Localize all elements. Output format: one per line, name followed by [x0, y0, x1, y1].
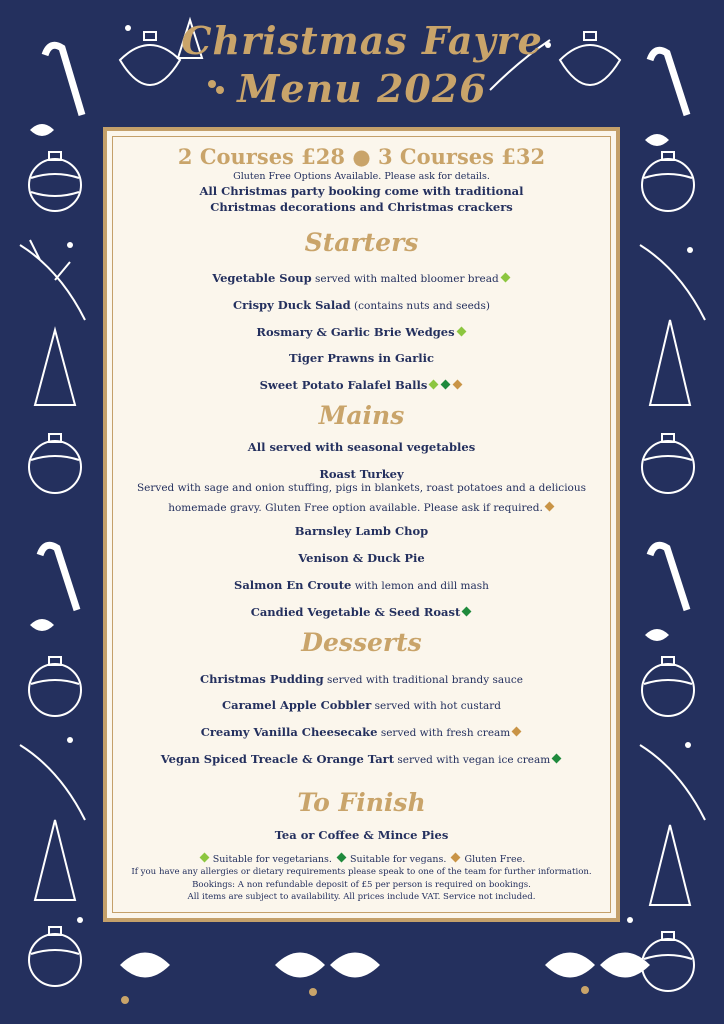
- holly-icon: [330, 953, 380, 978]
- mains-note: All served with seasonal vegetables: [247, 440, 476, 454]
- candy-cane-icon: [650, 545, 687, 610]
- menu-item: [107, 267, 616, 286]
- booking-note: Bookings: A non refundable deposit of £5 per person is required on bookings.: [192, 880, 531, 890]
- gluten-free-icon: [544, 502, 554, 512]
- item-name: Candied Vegetable & Seed Roast: [250, 605, 461, 619]
- bauble-icon: [29, 152, 81, 211]
- item-name: Christmas Pudding: [200, 672, 324, 686]
- menu-item: [107, 520, 616, 539]
- pricing-line: 2 Courses £28 ● 3 Courses £32: [177, 144, 546, 169]
- star-icon: [67, 242, 73, 248]
- menu-item: [107, 321, 616, 340]
- vegetarian-icon: [500, 273, 510, 283]
- vegetarian-icon: [456, 327, 466, 337]
- gluten-free-icon: [453, 380, 463, 390]
- item-name: Sweet Potato Falafel Balls: [259, 378, 428, 392]
- branch-icon: [640, 245, 705, 320]
- bauble-icon: [642, 434, 694, 493]
- tree-icon: [35, 330, 75, 405]
- item-desc: served with hot custard: [371, 700, 502, 712]
- menu-title-line2: Menu 2026: [237, 66, 487, 111]
- party-line-2: Christmas decorations and Christmas crackers: [210, 200, 513, 214]
- item-name: Tiger Prawns in Garlic: [288, 351, 435, 365]
- legend-gf: Gluten Free.: [461, 854, 526, 865]
- item-name: Creamy Vanilla Cheesecake: [200, 725, 378, 739]
- branch-icon: [640, 745, 705, 820]
- dietary-legend: [107, 854, 616, 865]
- availability-note: All items are subject to availability. All prices include VAT. Service not included.: [187, 892, 536, 902]
- item-name: Vegetable Soup: [212, 271, 312, 285]
- finish-heading: To Finish: [297, 788, 426, 817]
- berry-icon: [309, 988, 317, 996]
- roast-turkey-desc-1: Served with sage and onion stuffing, pigs in blankets, roast potatoes and a delicious: [136, 482, 587, 494]
- menu-item: [107, 721, 616, 740]
- desserts-heading: Desserts: [301, 628, 422, 657]
- vegan-icon: [552, 754, 562, 764]
- starters-heading: Starters: [304, 228, 419, 257]
- menu-item: [107, 748, 616, 767]
- bauble-icon: [29, 927, 81, 986]
- bauble-icon: [642, 152, 694, 211]
- vegan-icon: [462, 607, 472, 617]
- item-desc: served with vegan ice cream: [394, 754, 551, 766]
- holly-icon: [645, 629, 669, 641]
- star-icon: [687, 247, 693, 253]
- mains-heading: Mains: [318, 401, 405, 430]
- item-desc: (contains nuts and seeds): [350, 300, 491, 312]
- branch-icon: [20, 745, 85, 820]
- finish-item: Tea or Coffee & Mince Pies: [274, 828, 449, 842]
- allergy-note: If you have any allergies or dietary requirements please speak to one of the team for further information.: [131, 867, 592, 877]
- gluten-note: Gluten Free Options Available. Please ask for details.: [233, 171, 490, 182]
- roast-turkey-desc-2: homemade gravy. Gluten Free option available. Please ask if required.: [168, 502, 543, 514]
- menu-item: [107, 374, 616, 393]
- menu-item: [107, 547, 616, 566]
- holly-icon: [30, 619, 54, 631]
- gluten-free-icon: [512, 727, 522, 737]
- tree-icon: [35, 820, 75, 900]
- item-name: Crispy Duck Salad: [232, 298, 351, 312]
- item-desc: served with malted bloomer bread: [311, 273, 499, 285]
- berry-icon: [121, 996, 129, 1004]
- vegan-icon: [441, 380, 451, 390]
- party-line-1: All Christmas party booking come with traditional: [199, 184, 524, 198]
- holly-icon: [275, 953, 325, 978]
- tree-icon: [650, 320, 690, 405]
- menu-item: [107, 668, 616, 687]
- gluten-free-icon: [451, 853, 461, 863]
- star-icon: [685, 742, 691, 748]
- item-name: Caramel Apple Cobbler: [221, 698, 372, 712]
- star-icon: [67, 737, 73, 743]
- bauble-icon: [642, 657, 694, 716]
- tree-icon: [650, 825, 690, 905]
- holly-icon: [645, 134, 669, 146]
- item-desc: with lemon and dill mash: [351, 580, 489, 592]
- branch-icon: [20, 240, 85, 320]
- star-icon: [77, 917, 83, 923]
- legend-vegan: Suitable for vegans.: [346, 854, 447, 865]
- roast-turkey-name: Roast Turkey: [319, 467, 404, 481]
- holly-icon: [30, 124, 54, 136]
- bauble-icon: [29, 434, 81, 493]
- holly-icon: [545, 953, 595, 978]
- vegetarian-icon: [429, 380, 439, 390]
- bauble-icon: [29, 657, 81, 716]
- item-name: Venison & Duck Pie: [298, 551, 425, 565]
- star-icon: [627, 917, 633, 923]
- item-name: Vegan Spiced Treacle & Orange Tart: [160, 752, 395, 766]
- legend-veg: Suitable for vegetarians.: [209, 854, 332, 865]
- menu-title-line1: Christmas Fayre: [181, 18, 543, 63]
- menu-item: [107, 694, 616, 713]
- holly-icon: [120, 953, 170, 978]
- roast-turkey-desc-2-row: [107, 496, 616, 515]
- berry-icon: [581, 986, 589, 994]
- item-name: Barnsley Lamb Chop: [294, 524, 429, 538]
- candy-cane-icon: [40, 545, 77, 610]
- vegan-icon: [337, 853, 347, 863]
- menu-item: [107, 294, 616, 313]
- menu-item: [107, 347, 616, 366]
- menu-panel: [103, 127, 620, 922]
- menu-item: [107, 574, 616, 593]
- item-name: Rosmary & Garlic Brie Wedges: [256, 325, 455, 339]
- item-desc: served with fresh cream: [377, 727, 511, 739]
- bauble-icon: [642, 932, 694, 991]
- item-name: Salmon En Croute: [234, 578, 352, 592]
- menu-item: [107, 601, 616, 620]
- item-desc: served with traditional brandy sauce: [323, 674, 523, 686]
- vegetarian-icon: [199, 853, 209, 863]
